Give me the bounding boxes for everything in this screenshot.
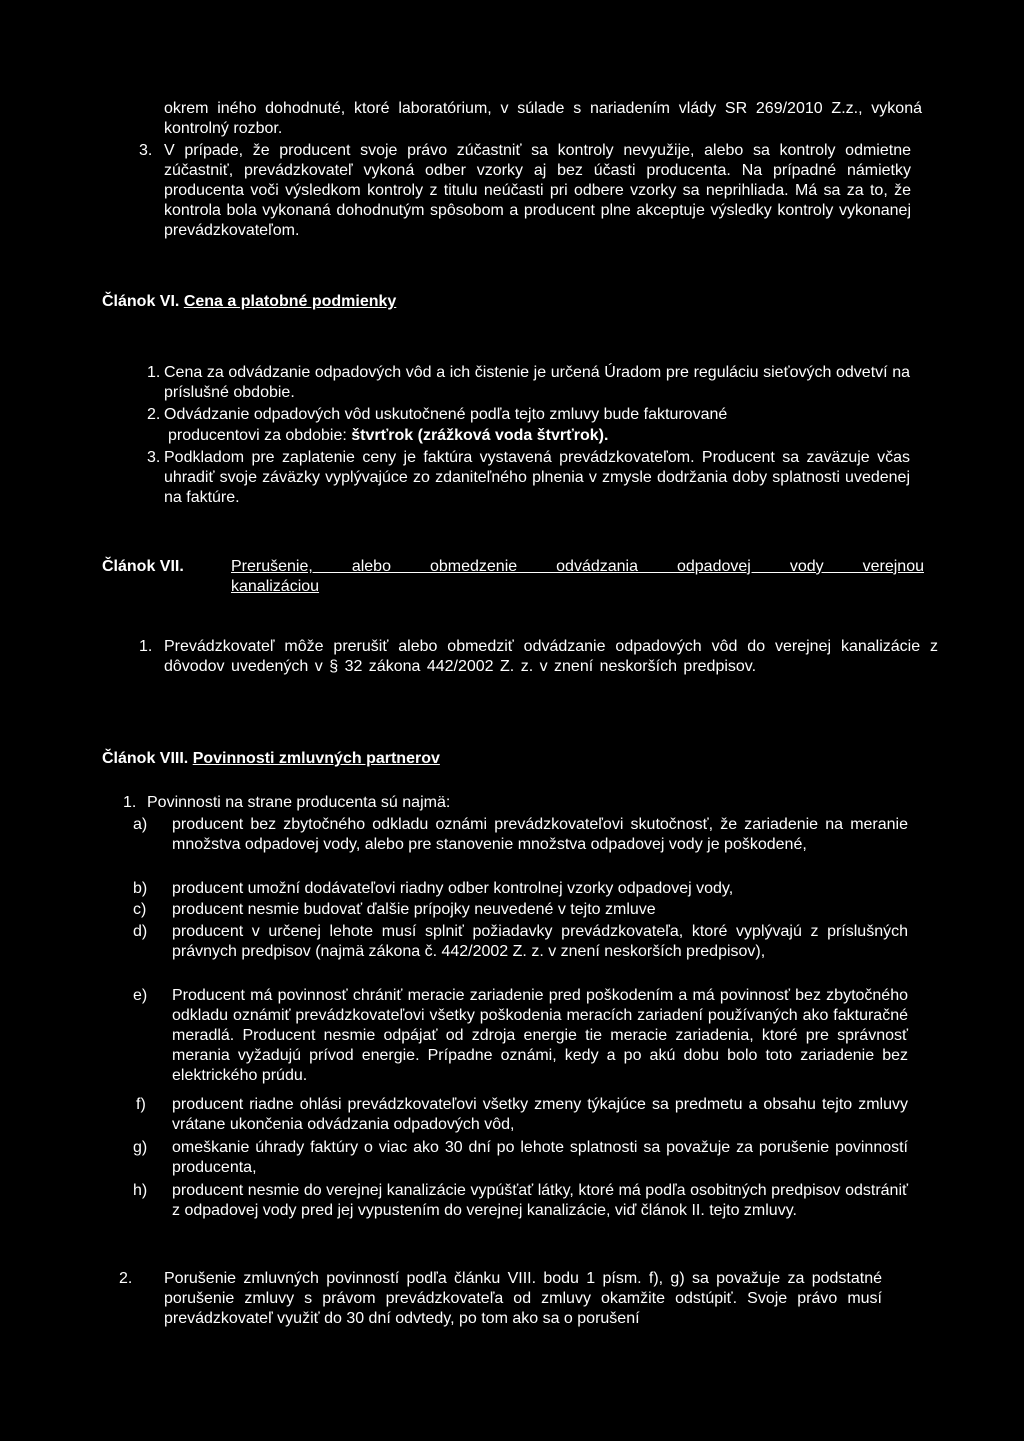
art6-item2-period-label: producentovi za obdobie: xyxy=(168,427,347,444)
art6-item1-number: 1. xyxy=(147,364,161,381)
art6-item2-period-value: štvrťrok (zrážková voda štvrťrok). xyxy=(351,427,609,444)
art8-subitem-d-letter: d) xyxy=(133,923,148,940)
art7-item1-text: Prevádzkovateľ môže prerušiť alebo obmedziť odvádzanie odpadových vôd do verejnej kanalizácie z dôvodov uvedených v § 32 zákona 442/2002 Z. z. v znení neskorších predpisov. xyxy=(164,638,938,675)
art6-item3-text: Podkladom pre zaplatenie ceny je faktúra vystavená prevádzkovateľom. Producent sa zaväzuje včas uhradiť svoje záväzky vyplývajúce zo zdaniteľného plnenia v zmysle dodržania doby splatnosti uvedenej na faktúre. xyxy=(164,449,910,506)
article-7-title xyxy=(231,557,924,597)
art8-subitem-f-text: producent riadne ohlási prevádzkovateľovi všetky zmeny týkajúce sa predmetu a obsahu tejto zmluvy vrátane ukončenia odvádzania odpadových vôd, xyxy=(172,1096,908,1133)
art6-item2-text-a: Odvádzanie odpadových vôd uskutočnené podľa tejto zmluvy bude fakturované xyxy=(164,406,728,423)
article-8-label: Článok VIII. xyxy=(102,750,189,767)
art8-subitem-h-letter: h) xyxy=(133,1182,148,1199)
art5-item3-number: 3. xyxy=(139,142,153,159)
art6-item1-text: Cena za odvádzanie odpadových vôd a ich čistenie je určená Úradom pre reguláciu sieťových odvetví na príslušné obdobie. xyxy=(164,364,910,401)
art8-subitem-b-letter: b) xyxy=(133,880,148,897)
art8-subitem-f-letter: f) xyxy=(136,1096,146,1113)
art8-subitem-e-letter: e) xyxy=(133,987,148,1004)
article-6-heading xyxy=(102,292,396,312)
art8-subitem-a-letter: a) xyxy=(133,816,148,833)
art8-subitem-c-letter: c) xyxy=(133,901,147,918)
article-7-label: Článok VII. xyxy=(102,558,184,575)
article-6-title: Cena a platobné podmienky xyxy=(183,293,397,310)
art6-item2-number: 2. xyxy=(147,406,161,423)
art8-subitem-h-text: producent nesmie do verejnej kanalizácie vypúšťať látky, ktoré má podľa osobitných predpisov odstrániť z odpadovej vody pred jej vypustením do verejnej kanalizácie, viď článok II. tejto zmluvy. xyxy=(172,1182,908,1219)
art8-item2-number: 2. xyxy=(119,1270,133,1287)
art8-subitem-b-text: producent umožní dodávateľovi riadny odber kontrolnej vzorky odpadovej vody, xyxy=(172,880,734,897)
art6-item2-text-b xyxy=(168,426,608,446)
article-8-title: Povinnosti zmluvných partnerov xyxy=(192,750,440,767)
art8-item1-number: 1. xyxy=(123,794,137,811)
article-7-title-text: Prerušenie, alebo obmedzenie odvádzania odpadovej vody verejnou kanalizáciou xyxy=(231,558,924,595)
art8-subitem-g-text: omeškanie úhrady faktúry o viac ako 30 dní po lehote splatnosti sa považuje za porušenie povinností producenta, xyxy=(172,1139,908,1176)
art8-subitem-c-text: producent nesmie budovať ďalšie prípojky neuvedené v tejto zmluve xyxy=(172,901,656,918)
art8-subitem-d-text: producent v určenej lehote musí splniť požiadavky prevádzkovateľa, ktoré vyplývajú z príslušných právnych predpisov (najmä zákona č. 442/2002 Z. z. v znení neskorších predpisov), xyxy=(172,923,908,960)
art8-subitem-a-text: producent bez zbytočného odkladu oznámi prevádzkovateľovi skutočnosť, že zariadenie na meranie množstva odpadovej vody, alebo pre stanovenie množstva odpadovej vody je poškodené, xyxy=(172,816,908,853)
article-8-heading xyxy=(102,749,440,769)
art6-item3-number: 3. xyxy=(147,449,161,466)
art8-subitem-e-text: Producent má povinnosť chrániť meracie zariadenie pred poškodením a má povinnosť bez zbytočného odkladu oznámiť prevádzkovateľovi všetky poškodenia meracích zariadení používaných ako fakturačné meradlá. Producent nesmie odpájať od zdroja energie tie meracie zariadenia, ktoré pre správnosť merania vyžadujú prívod energie. Prípadne oznámi, kedy a po akú dobu bolo toto zariadenie bez elektrického prúdu. xyxy=(172,987,908,1084)
art8-item1-text: Povinnosti na strane producenta sú najmä: xyxy=(147,794,451,811)
art8-item2-text: Porušenie zmluvných povinností podľa článku VIII. bodu 1 písm. f), g) sa považuje za podstatné porušenie zmluvy s právom prevádzkovateľa od zmluvy okamžite odstúpiť. Svoje právo musí prevádzkovateľ využiť do 30 dní odvtedy, po tom ako sa o porušení xyxy=(164,1270,882,1327)
article-6-label: Článok VI. xyxy=(102,293,180,310)
art5-item3-text: V prípade, že producent svoje právo zúčastniť sa kontroly nevyužije, alebo sa kontroly odmietne zúčastniť, prevádzkovateľ vykoná odber vzorky aj bez účasti producenta. Na prípadné námietky producenta voči výsledkom kontroly z titulu neúčasti pri odbere vzorky sa neprihliada. Má sa za to, že kontrola bola vykonaná dohodnutým spôsobom a producent plne akceptuje výsledky kontroly vykonanej prevádzkovateľom. xyxy=(164,142,911,239)
art5-continuation: okrem iného dohodnuté, ktoré laboratórium, v súlade s nariadením vlády SR 269/2010 Z.z., vykoná kontrolný rozbor. xyxy=(164,100,922,137)
art7-item1-number: 1. xyxy=(139,638,153,655)
art8-subitem-g-letter: g) xyxy=(133,1139,148,1156)
